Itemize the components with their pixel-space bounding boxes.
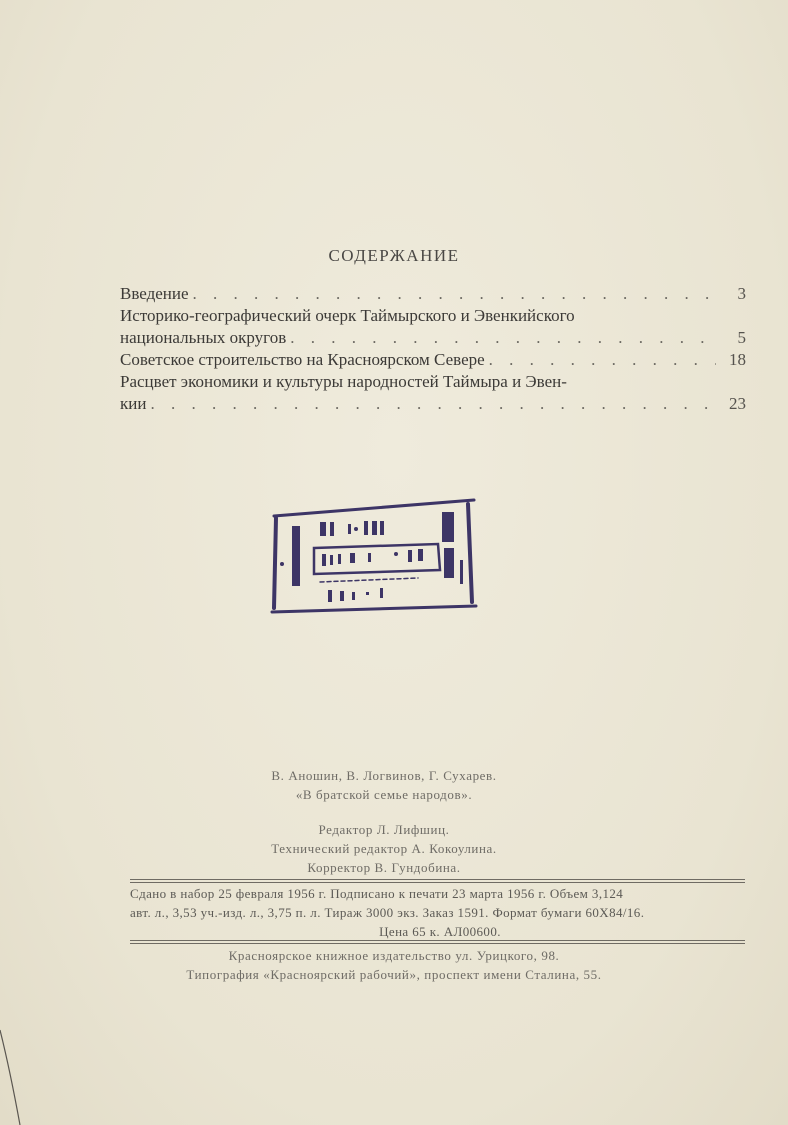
- divider-top-inner: [130, 882, 745, 883]
- toc-leader-dots: [489, 349, 716, 371]
- credits-block: [0, 820, 778, 877]
- toc-leader-dots: [290, 327, 716, 349]
- toc-entry-title-line1: Историко-географический очерк Таймырского и Эвенкийского: [120, 306, 575, 325]
- divider-bottom-inner: [130, 943, 745, 944]
- toc-page-number: 23: [729, 394, 746, 413]
- table-of-contents: [120, 283, 746, 415]
- divider-top: [130, 879, 745, 880]
- divider-bottom: [130, 940, 745, 941]
- publication-details: [130, 884, 750, 941]
- toc-entry-introduction: [120, 283, 746, 305]
- page-crease: [0, 990, 22, 1125]
- toc-page-number: 18: [729, 350, 746, 369]
- toc-entry-economy-culture: [120, 371, 746, 415]
- toc-entry-historical-essay: [120, 305, 746, 349]
- publication-line-2: авт. л., 3,53 уч.-изд. л., 3,75 п. л. Тираж 3000 экз. Заказ 1591. Формат бумаги 60X84/16.: [130, 905, 645, 920]
- publisher-address: Красноярское книжное издательство ул. Урицкого, 98.: [228, 948, 560, 963]
- publication-price: Цена 65 к. АЛ00600.: [379, 924, 501, 939]
- tech-editor-credit: Технический редактор А. Кокоулина.: [271, 841, 497, 856]
- book-title: «В братской семье народов».: [295, 787, 473, 802]
- toc-page-number: 3: [737, 284, 746, 303]
- printing-house: Типография «Красноярский рабочий», проспект имени Сталина, 55.: [186, 967, 602, 982]
- toc-heading: СОДЕРЖАНИЕ: [328, 246, 460, 265]
- toc-leader-dots: [150, 393, 716, 415]
- proofreader-credit: Корректор В. Гундобина.: [307, 860, 461, 875]
- toc-leader-dots: [193, 283, 716, 305]
- library-stamp: [268, 494, 480, 622]
- editor-credit: Редактор Л. Лифшиц.: [318, 822, 450, 837]
- toc-entry-title: Введение: [120, 284, 189, 303]
- authors-block: [0, 766, 778, 804]
- publication-line-1: Сдано в набор 25 февраля 1956 г. Подписано к печати 23 марта 1956 г. Объем 3,124: [130, 886, 624, 901]
- printer-block: [0, 946, 788, 984]
- authors-names: В. Аношин, В. Логвинов, Г. Сухарев.: [271, 768, 497, 783]
- toc-entry-title-line1: Расцвет экономики и культуры народностей Таймыра и Эвен-: [120, 372, 567, 391]
- toc-entry-soviet-construction: [120, 349, 746, 371]
- toc-entry-title: Советское строительство на Красноярском Севере: [120, 350, 485, 369]
- toc-page-number: 5: [737, 328, 746, 347]
- toc-entry-title-line2: кии: [120, 394, 147, 413]
- toc-entry-title-line2: национальных округов: [120, 328, 287, 347]
